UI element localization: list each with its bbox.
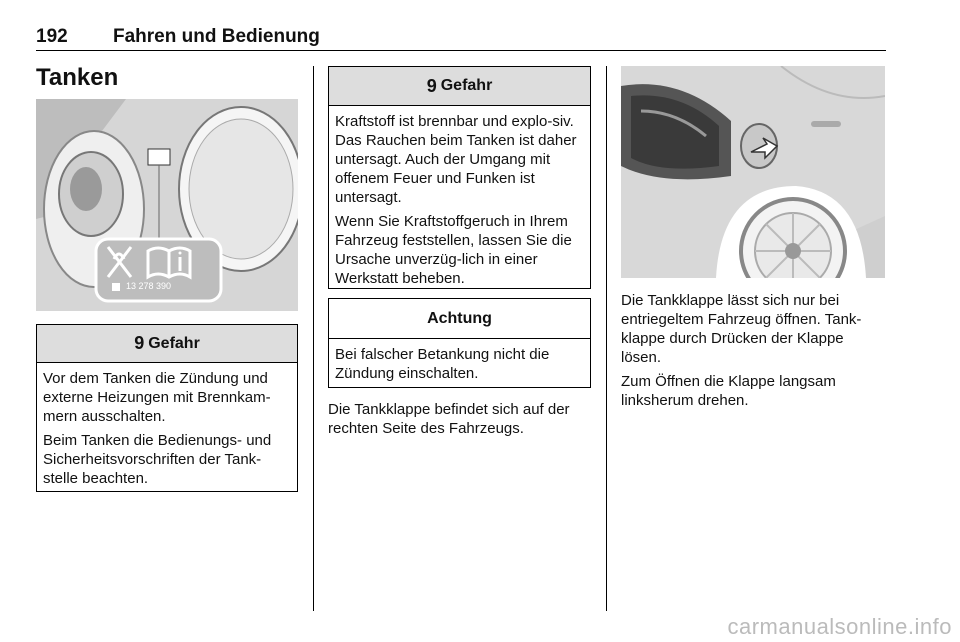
figure-code: 13 278 390 (126, 281, 172, 291)
danger-box-2-header (329, 67, 590, 106)
caution-box-title: Achtung (427, 309, 492, 327)
header-rule (36, 50, 886, 51)
caution-box-header (329, 299, 590, 339)
paragraph: Kraftstoff ist brennbar und explo-siv. Das Rauchen beim Tanken ist daher untersagt. Auch der Umgang mit offenem Feuer und Funken ist untersagt. (335, 113, 577, 206)
column-divider-1 (313, 66, 314, 611)
page-number: 192 (36, 26, 68, 47)
paragraph: Die Tankklappe befindet sich auf der rechten Seite des Fahrzeugs. (328, 401, 570, 437)
danger-box-2 (328, 66, 591, 289)
chapter-title: Fahren und Bedienung (113, 26, 320, 47)
column-divider-2 (606, 66, 607, 611)
danger-box-1-body (37, 363, 297, 499)
warning-icon: 9 (426, 75, 437, 96)
car-fuel-door-illustration (621, 66, 885, 278)
paragraph: Wenn Sie Kraftstoffgeruch in Ihrem Fahrzeug feststellen, lassen Sie die Ursache unverzüg-lich in einer Werkstatt beheben. (335, 213, 572, 287)
paragraph: Beim Tanken die Bedienungs- und Sicherheitsvorschriften der Tank-stelle beachten. (43, 432, 272, 487)
fuel-filler-illustration (36, 99, 298, 311)
caution-box-body (329, 339, 590, 394)
danger-box-1-header (37, 325, 297, 363)
col2-text (328, 400, 593, 443)
warning-icon: 9 (134, 333, 145, 353)
paragraph: Vor dem Tanken die Zündung und externe Heizungen mit Brennkam-mern ausschalten. (43, 370, 271, 425)
danger-box-1-title: Gefahr (148, 334, 200, 352)
col3-text (621, 291, 887, 415)
danger-box-2-body (329, 106, 590, 299)
caution-box (328, 298, 591, 388)
paragraph: Zum Öffnen die Klappe langsam linksherum drehen. (621, 373, 836, 409)
danger-box-2-title: Gefahr (440, 77, 493, 94)
danger-box-1 (36, 324, 298, 492)
paragraph: Die Tankklappe lässt sich nur bei entriegeltem Fahrzeug öffnen. Tank-klappe durch Drücken der Klappe lösen. (621, 292, 862, 366)
paragraph: Bei falscher Betankung nicht die Zündung einschalten. (335, 346, 550, 382)
section-title: Tanken (36, 64, 119, 91)
watermark: carmanualsonline.info (727, 614, 952, 639)
